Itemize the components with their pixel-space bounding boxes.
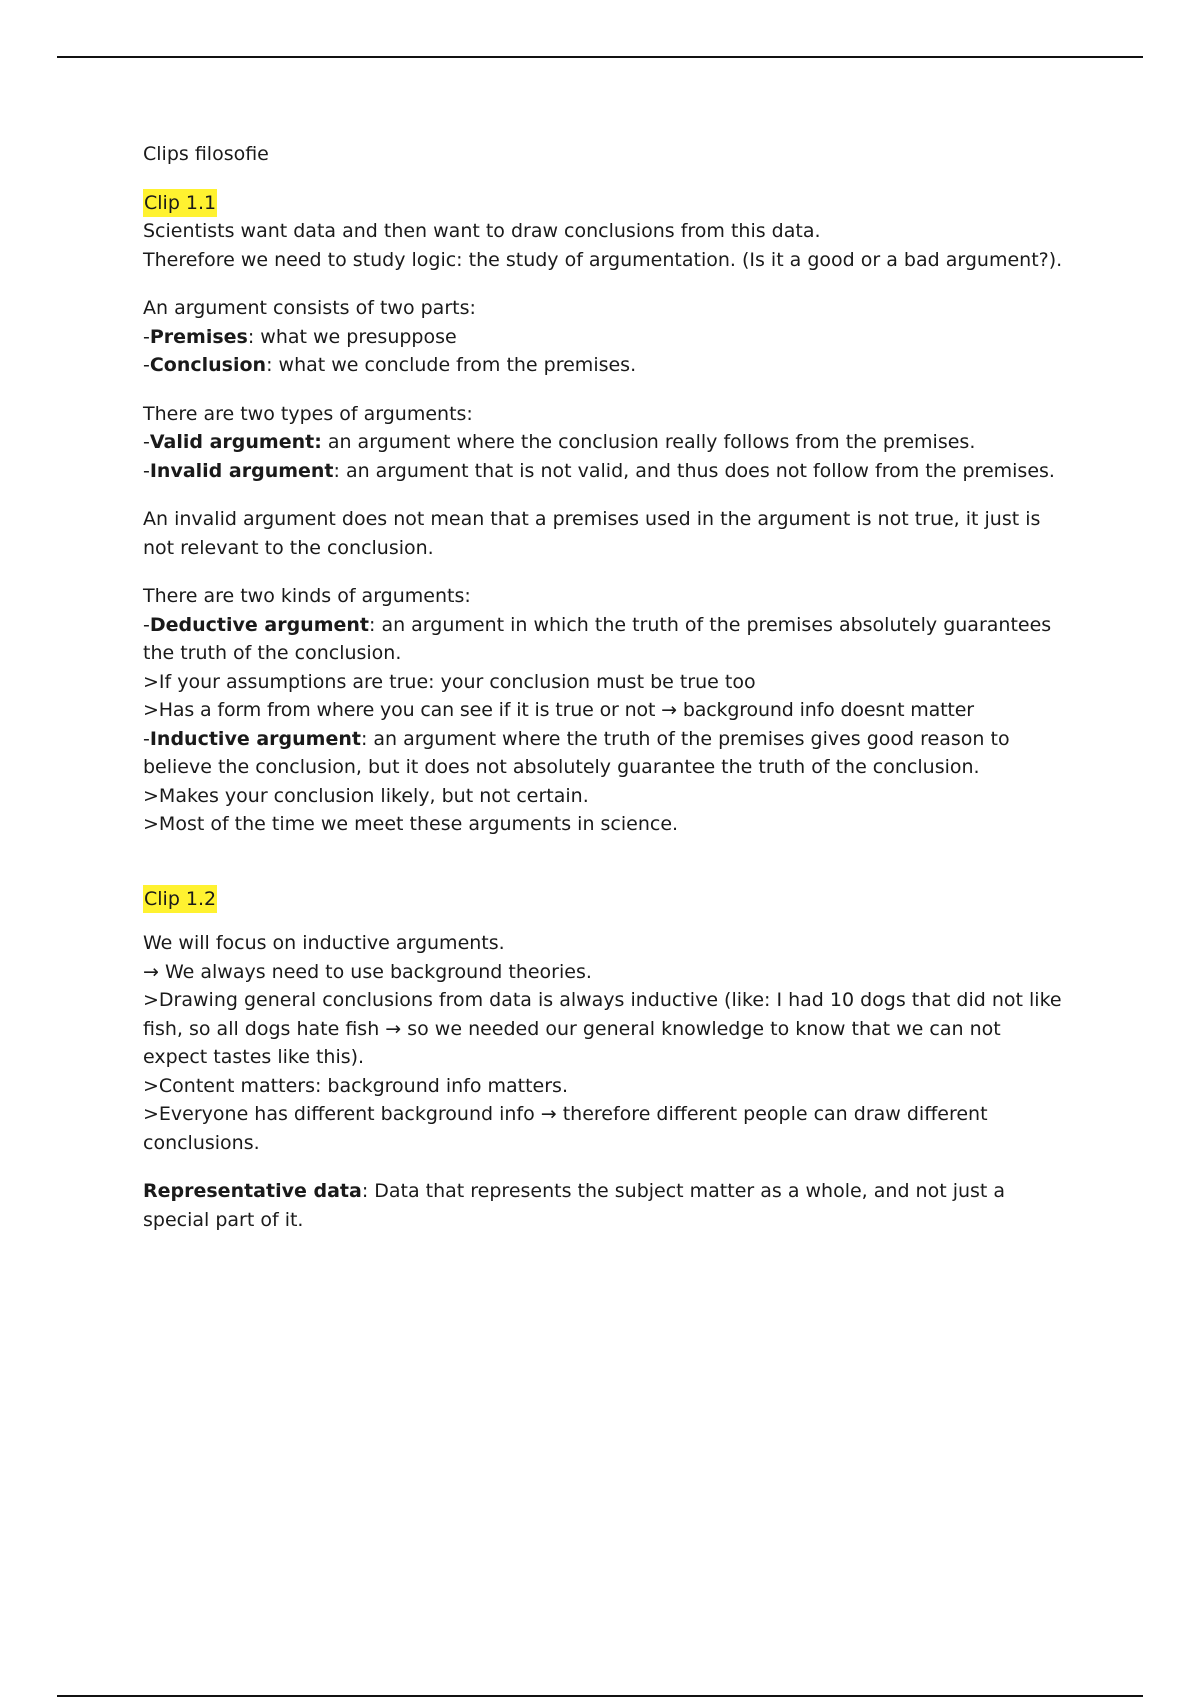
clip-1-2-line-5: >Everyone has different background info → therefore different people can draw different conclusions. <box>143 1103 988 1154</box>
invalid-note: An invalid argument does not mean that a premises used in the argument is not true, it just is not relevant to the conclusion. <box>143 508 1041 559</box>
clip-1-2-line-3: >Drawing general conclusions from data is always inductive (like: I had 10 dogs that did not like fish, so all dogs hate fish → so we needed our general knowledge to know that we can not expect tastes like this). <box>143 989 1062 1068</box>
clip-1-1-intro-line-1: Scientists want data and then want to draw conclusions from this data. <box>143 220 821 242</box>
clip-1-2-heading-line <box>143 885 1063 914</box>
kinds-intro: There are two kinds of arguments: <box>143 585 471 607</box>
types-intro: There are two types of arguments: <box>143 402 473 425</box>
part-conclusion: -Conclusion: what we conclude from the premises. <box>143 354 637 376</box>
term-inductive-argument: Inductive argument <box>149 727 361 750</box>
bottom-rule <box>57 1695 1143 1697</box>
clip-1-2-line-2: → We always need to use background theories. <box>143 960 592 983</box>
clip-1-2-line-1: We will focus on inductive arguments. <box>143 932 505 954</box>
top-rule <box>57 56 1143 58</box>
clip-1-1-heading: Clip 1.1 <box>143 189 217 218</box>
clip-1-2-heading: Clip 1.2 <box>143 885 217 914</box>
parts-intro: An argument consists of two parts: <box>143 297 476 319</box>
type-valid: -Valid argument: an argument where the conclusion really follows from the premises. <box>143 431 976 453</box>
representative-data-definition: Representative data: Data that represents the subject matter as a whole, and not just a special part of it. <box>143 1180 1006 1231</box>
term-deductive-argument: Deductive argument <box>149 613 369 636</box>
clip-1-1-heading-line <box>143 189 1063 218</box>
inductive-note-2: >Most of the time we meet these arguments in science. <box>143 813 679 835</box>
document-title: Clips filosofie <box>143 143 269 165</box>
document-body <box>143 140 1063 1234</box>
kind-inductive: -Inductive argument: an argument where the truth of the premises gives good reason to believe the conclusion, but it does not absolutely guarantee the truth of the conclusion. <box>143 727 1010 778</box>
term-representative-data: Representative data <box>143 1180 362 1202</box>
term-valid-argument: Valid argument: <box>149 431 322 453</box>
part-premises: -Premises: what we presuppose <box>143 325 457 348</box>
clip-1-1-intro-line-2: Therefore we need to study logic: the study of argumentation. (Is it a good or a bad argument?). <box>143 248 1063 271</box>
kind-deductive: -Deductive argument: an argument in which the truth of the premises absolutely guarantees the truth of the conclusion. <box>143 613 1052 664</box>
inductive-note-1: >Makes your conclusion likely, but not certain. <box>143 784 589 807</box>
term-premises: Premises <box>149 325 248 348</box>
clip-1-2-line-4: >Content matters: background info matters. <box>143 1074 568 1097</box>
term-conclusion: Conclusion <box>149 354 267 376</box>
deductive-note-2: >Has a form from where you can see if it is true or not → background info doesnt matter <box>143 699 974 721</box>
type-invalid: -Invalid argument: an argument that is not valid, and thus does not follow from the premises. <box>143 459 1055 482</box>
term-invalid-argument: Invalid argument <box>149 459 334 482</box>
deductive-note-1: >If your assumptions are true: your conclusion must be true too <box>143 670 756 693</box>
